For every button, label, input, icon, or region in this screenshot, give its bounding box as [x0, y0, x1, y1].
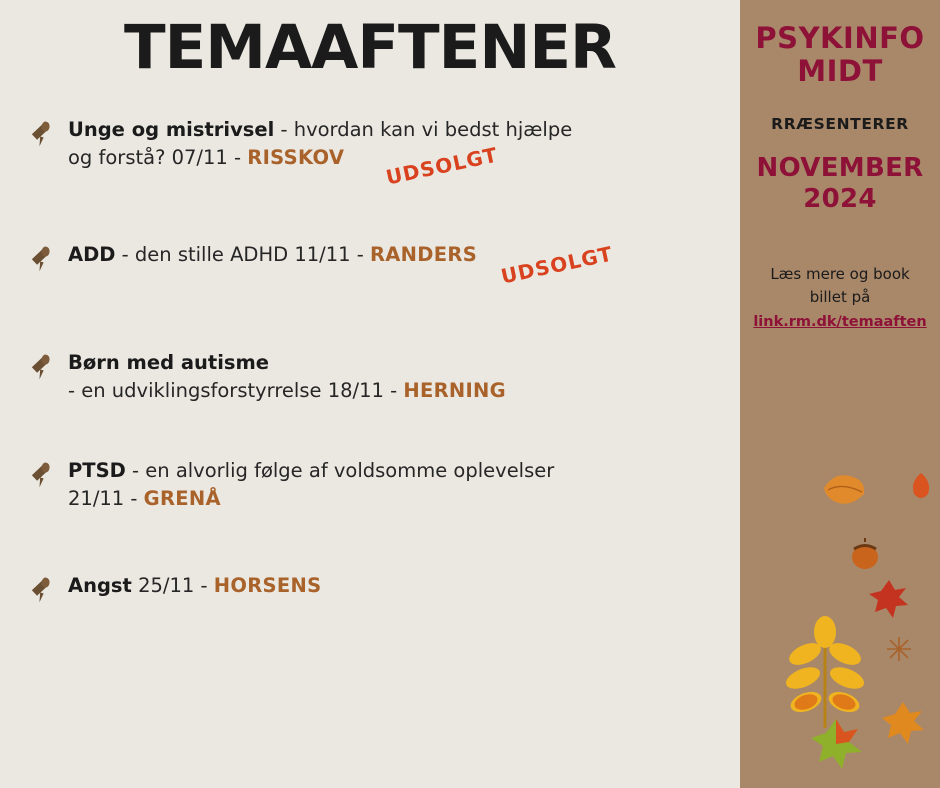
leaf-icon: [808, 716, 864, 776]
booking-link[interactable]: link.rm.dk/temaaften: [753, 314, 927, 331]
event-text: [68, 457, 740, 514]
leaf-icon: [908, 472, 934, 506]
list-item: [0, 572, 740, 618]
event-title: Unge og mistrivsel: [68, 118, 275, 142]
brand-line-1: PSYKINFO: [755, 21, 925, 55]
presenter-label: RRÆSENTERER: [771, 114, 909, 133]
leaf-icon: [820, 470, 868, 514]
pushpin-icon: [26, 459, 56, 489]
list-item: [0, 241, 740, 287]
event-desc: - hvordan kan vi bedst hjælpe: [274, 118, 573, 142]
leaf-icon: [880, 700, 926, 750]
status-badge: UDSOLGT: [498, 241, 615, 289]
event-date: 25/11 -: [131, 573, 214, 597]
pushpin-icon: [26, 351, 56, 381]
list-item: [0, 457, 740, 514]
event-title: Angst: [68, 573, 132, 597]
sidebar: [740, 0, 940, 788]
event-date: 21/11 -: [68, 487, 144, 511]
event-desc: - den stille ADHD 11/11 -: [115, 242, 370, 266]
event-location: HORSENS: [213, 573, 322, 597]
event-location: RISSKOV: [247, 146, 345, 170]
booking-text-line-2: billet på: [809, 287, 871, 306]
leaf-icon: [848, 538, 882, 576]
event-title: ADD: [68, 242, 116, 266]
brand-name: [740, 0, 940, 89]
status-badge: UDSOLGT: [383, 142, 500, 190]
event-title: PTSD: [68, 459, 126, 483]
booking-text-line-1: Læs mere og book: [770, 265, 910, 284]
year-label: 2024: [803, 183, 877, 214]
page-title: TEMAAFTENER: [123, 12, 617, 83]
list-item: [0, 116, 740, 190]
event-location: RANDERS: [369, 242, 478, 266]
event-desc: - en alvorlig følge af voldsomme oplevelser: [125, 459, 555, 483]
event-text: [68, 572, 740, 600]
event-location: GRENÅ: [143, 487, 221, 511]
event-date: og forstå? 07/11 -: [68, 146, 248, 170]
event-title: Børn med autisme: [68, 350, 270, 374]
month-label: NOVEMBER: [756, 152, 924, 183]
date-block: [740, 153, 940, 215]
booking-info: [740, 263, 940, 334]
pushpin-icon: [26, 118, 56, 148]
event-desc: - en udviklingsforstyrrelse 18/11 -: [68, 378, 404, 402]
pushpin-icon: [26, 574, 56, 604]
pushpin-icon: [26, 243, 56, 273]
event-location: HERNING: [403, 378, 506, 402]
event-text: [68, 241, 740, 269]
leaf-icon: [886, 636, 912, 666]
event-list: [0, 116, 740, 618]
list-item: [0, 349, 740, 406]
event-text: [68, 349, 740, 406]
brand-line-2: MIDT: [797, 54, 883, 89]
